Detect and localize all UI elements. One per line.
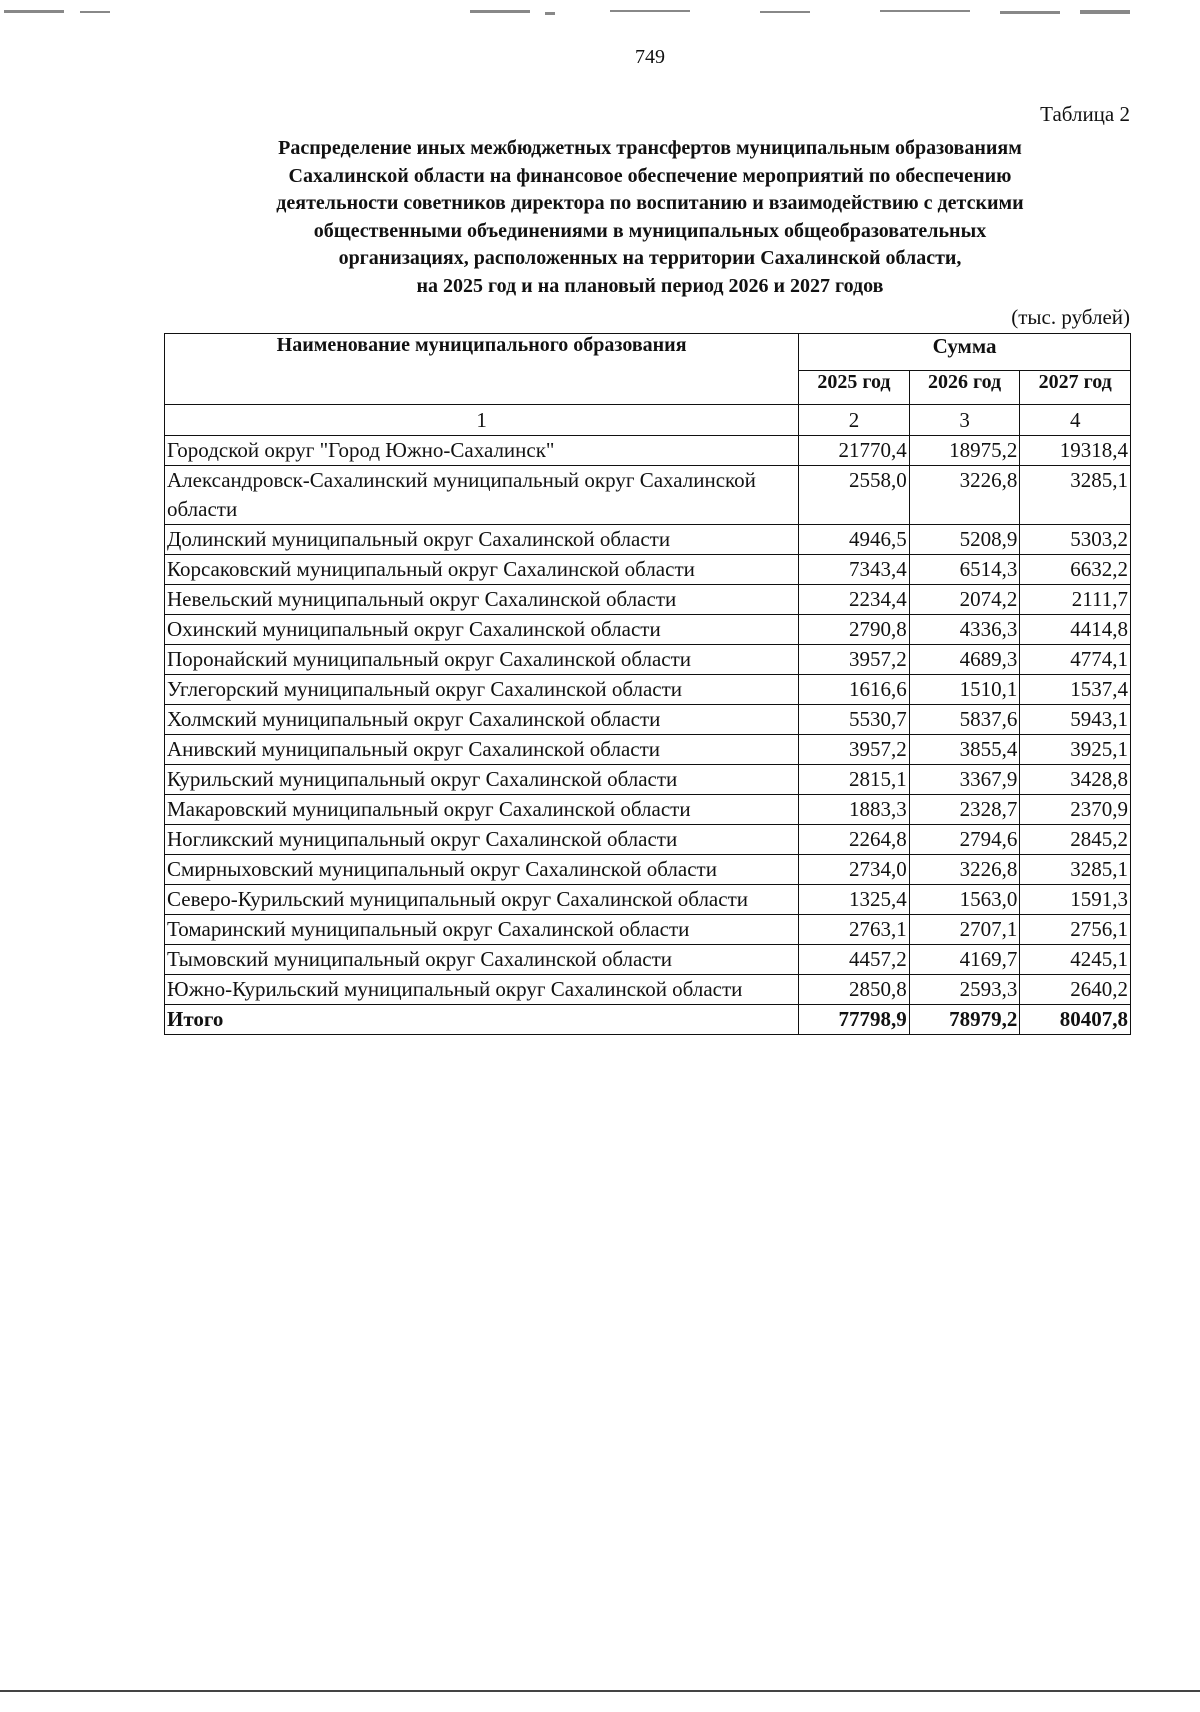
- value-2025: 3957,2: [799, 735, 910, 765]
- value-2027: 3285,1: [1020, 466, 1131, 525]
- value-2026: 4169,7: [909, 945, 1020, 975]
- value-2026: 1563,0: [909, 885, 1020, 915]
- column-number: 1: [165, 405, 799, 436]
- value-2026: 1510,1: [909, 675, 1020, 705]
- value-2025: 2815,1: [799, 765, 910, 795]
- value-2026: 2328,7: [909, 795, 1020, 825]
- value-2027: 3428,8: [1020, 765, 1131, 795]
- table-row: [165, 885, 1131, 915]
- column-number: 3: [909, 405, 1020, 436]
- header-municipality: Наименование муниципального образования: [165, 334, 799, 405]
- table-row: [165, 466, 1131, 525]
- municipality-name: Итого: [165, 1005, 799, 1035]
- header-year-2027: 2027 год: [1020, 370, 1131, 405]
- municipality-name: Анивский муниципальный округ Сахалинской области: [165, 735, 799, 765]
- municipality-name: Северо-Курильский муниципальный округ Сахалинской области: [165, 885, 799, 915]
- municipality-name: Поронайский муниципальный округ Сахалинской области: [165, 645, 799, 675]
- header-row: [165, 334, 1131, 371]
- value-2026: 2593,3: [909, 975, 1020, 1005]
- value-2025: 2264,8: [799, 825, 910, 855]
- municipality-name: Макаровский муниципальный округ Сахалинской области: [165, 795, 799, 825]
- title-line: общественными объединениями в муниципальных общеобразовательных: [313, 219, 987, 242]
- municipality-name: Тымовский муниципальный округ Сахалинской области: [165, 945, 799, 975]
- municipality-name: Южно-Курильский муниципальный округ Сахалинской области: [165, 975, 799, 1005]
- value-2027: 4414,8: [1020, 615, 1131, 645]
- value-2025: 4457,2: [799, 945, 910, 975]
- value-2027: 5943,1: [1020, 705, 1131, 735]
- value-2025: 1883,3: [799, 795, 910, 825]
- value-2025: 77798,9: [799, 1005, 910, 1035]
- title-line: на 2025 год и на плановый период 2026 и 2027 годов: [416, 274, 884, 297]
- value-2027: 2756,1: [1020, 915, 1131, 945]
- municipality-name: Томаринский муниципальный округ Сахалинской области: [165, 915, 799, 945]
- title-line: Сахалинской области на финансовое обеспечение мероприятий по обеспечению: [288, 164, 1012, 187]
- transfers-table: [164, 333, 1131, 1035]
- municipality-name: Ногликский муниципальный округ Сахалинской области: [165, 825, 799, 855]
- page-number: 749: [635, 46, 665, 68]
- municipality-name: Невельский муниципальный округ Сахалинской области: [165, 585, 799, 615]
- table-row: [165, 795, 1131, 825]
- value-2026: 6514,3: [909, 555, 1020, 585]
- municipality-name: Александровск-Сахалинский муниципальный округ Сахалинской области: [165, 466, 799, 525]
- table-body: [165, 436, 1131, 1035]
- value-2025: 2790,8: [799, 615, 910, 645]
- title-line: деятельности советников директора по воспитанию и взаимодействию с детскими: [276, 192, 1024, 214]
- table-row: [165, 645, 1131, 675]
- table-row: [165, 555, 1131, 585]
- value-2026: 3226,8: [909, 855, 1020, 885]
- value-2025: 7343,4: [799, 555, 910, 585]
- header-sum: Сумма: [799, 334, 1131, 371]
- value-2025: 2763,1: [799, 915, 910, 945]
- value-2025: 2234,4: [799, 585, 910, 615]
- value-2027: 3925,1: [1020, 735, 1131, 765]
- table-row: [165, 525, 1131, 555]
- table-row: [165, 735, 1131, 765]
- header-year-2026: 2026 год: [909, 370, 1020, 405]
- document-title: [150, 135, 1150, 300]
- value-2025: 5530,7: [799, 705, 910, 735]
- table-row: [165, 765, 1131, 795]
- table-row: [165, 585, 1131, 615]
- value-2027: 4774,1: [1020, 645, 1131, 675]
- value-2026: 3367,9: [909, 765, 1020, 795]
- value-2026: 78979,2: [909, 1005, 1020, 1035]
- value-2026: 3226,8: [909, 466, 1020, 525]
- value-2026: 2707,1: [909, 915, 1020, 945]
- value-2025: 2558,0: [799, 466, 910, 525]
- column-number-row: [165, 405, 1131, 436]
- value-2026: 4689,3: [909, 645, 1020, 675]
- value-2027: 19318,4: [1020, 436, 1131, 466]
- table-row: [165, 615, 1131, 645]
- value-2025: 21770,4: [799, 436, 910, 466]
- table-row: [165, 975, 1131, 1005]
- value-2026: 2794,6: [909, 825, 1020, 855]
- municipality-name: Курильский муниципальный округ Сахалинской области: [165, 765, 799, 795]
- value-2026: 2074,2: [909, 585, 1020, 615]
- table-row: [165, 825, 1131, 855]
- column-number: 4: [1020, 405, 1131, 436]
- table-row: [165, 436, 1131, 466]
- units-label: (тыс. рублей): [1011, 305, 1130, 329]
- bottom-rule: [0, 1690, 1200, 1692]
- scan-noise-strip: [0, 8, 1200, 18]
- value-2027: 4245,1: [1020, 945, 1131, 975]
- value-2026: 3855,4: [909, 735, 1020, 765]
- title-line: организациях, расположенных на территории Сахалинской области,: [338, 247, 962, 269]
- table-row: [165, 855, 1131, 885]
- value-2027: 1537,4: [1020, 675, 1131, 705]
- total-row: [165, 1005, 1131, 1035]
- municipality-name: Охинский муниципальный округ Сахалинской области: [165, 615, 799, 645]
- value-2027: 2111,7: [1020, 585, 1131, 615]
- table-label: Таблица 2: [1040, 102, 1130, 126]
- municipality-name: Холмский муниципальный округ Сахалинской области: [165, 705, 799, 735]
- value-2027: 3285,1: [1020, 855, 1131, 885]
- table-row: [165, 675, 1131, 705]
- value-2027: 2640,2: [1020, 975, 1131, 1005]
- municipality-name: Углегорский муниципальный округ Сахалинской области: [165, 675, 799, 705]
- value-2025: 1325,4: [799, 885, 910, 915]
- table-row: [165, 915, 1131, 945]
- table-row: [165, 705, 1131, 735]
- value-2025: 2850,8: [799, 975, 910, 1005]
- value-2026: 5837,6: [909, 705, 1020, 735]
- municipality-name: Смирныховский муниципальный округ Сахалинской области: [165, 855, 799, 885]
- header-year-2025: 2025 год: [799, 370, 910, 405]
- municipality-name: Корсаковский муниципальный округ Сахалинской области: [165, 555, 799, 585]
- value-2027: 2845,2: [1020, 825, 1131, 855]
- value-2027: 2370,9: [1020, 795, 1131, 825]
- title-line: Распределение иных межбюджетных трансфертов муниципальным образованиям: [278, 137, 1022, 159]
- value-2027: 6632,2: [1020, 555, 1131, 585]
- value-2026: 18975,2: [909, 436, 1020, 466]
- value-2027: 80407,8: [1020, 1005, 1131, 1035]
- municipality-name: Долинский муниципальный округ Сахалинской области: [165, 525, 799, 555]
- value-2025: 3957,2: [799, 645, 910, 675]
- value-2027: 1591,3: [1020, 885, 1131, 915]
- value-2025: 2734,0: [799, 855, 910, 885]
- value-2026: 4336,3: [909, 615, 1020, 645]
- value-2026: 5208,9: [909, 525, 1020, 555]
- column-number: 2: [799, 405, 910, 436]
- municipality-name: Городской округ "Город Южно-Сахалинск": [165, 436, 799, 466]
- value-2027: 5303,2: [1020, 525, 1131, 555]
- table-row: [165, 945, 1131, 975]
- value-2025: 4946,5: [799, 525, 910, 555]
- value-2025: 1616,6: [799, 675, 910, 705]
